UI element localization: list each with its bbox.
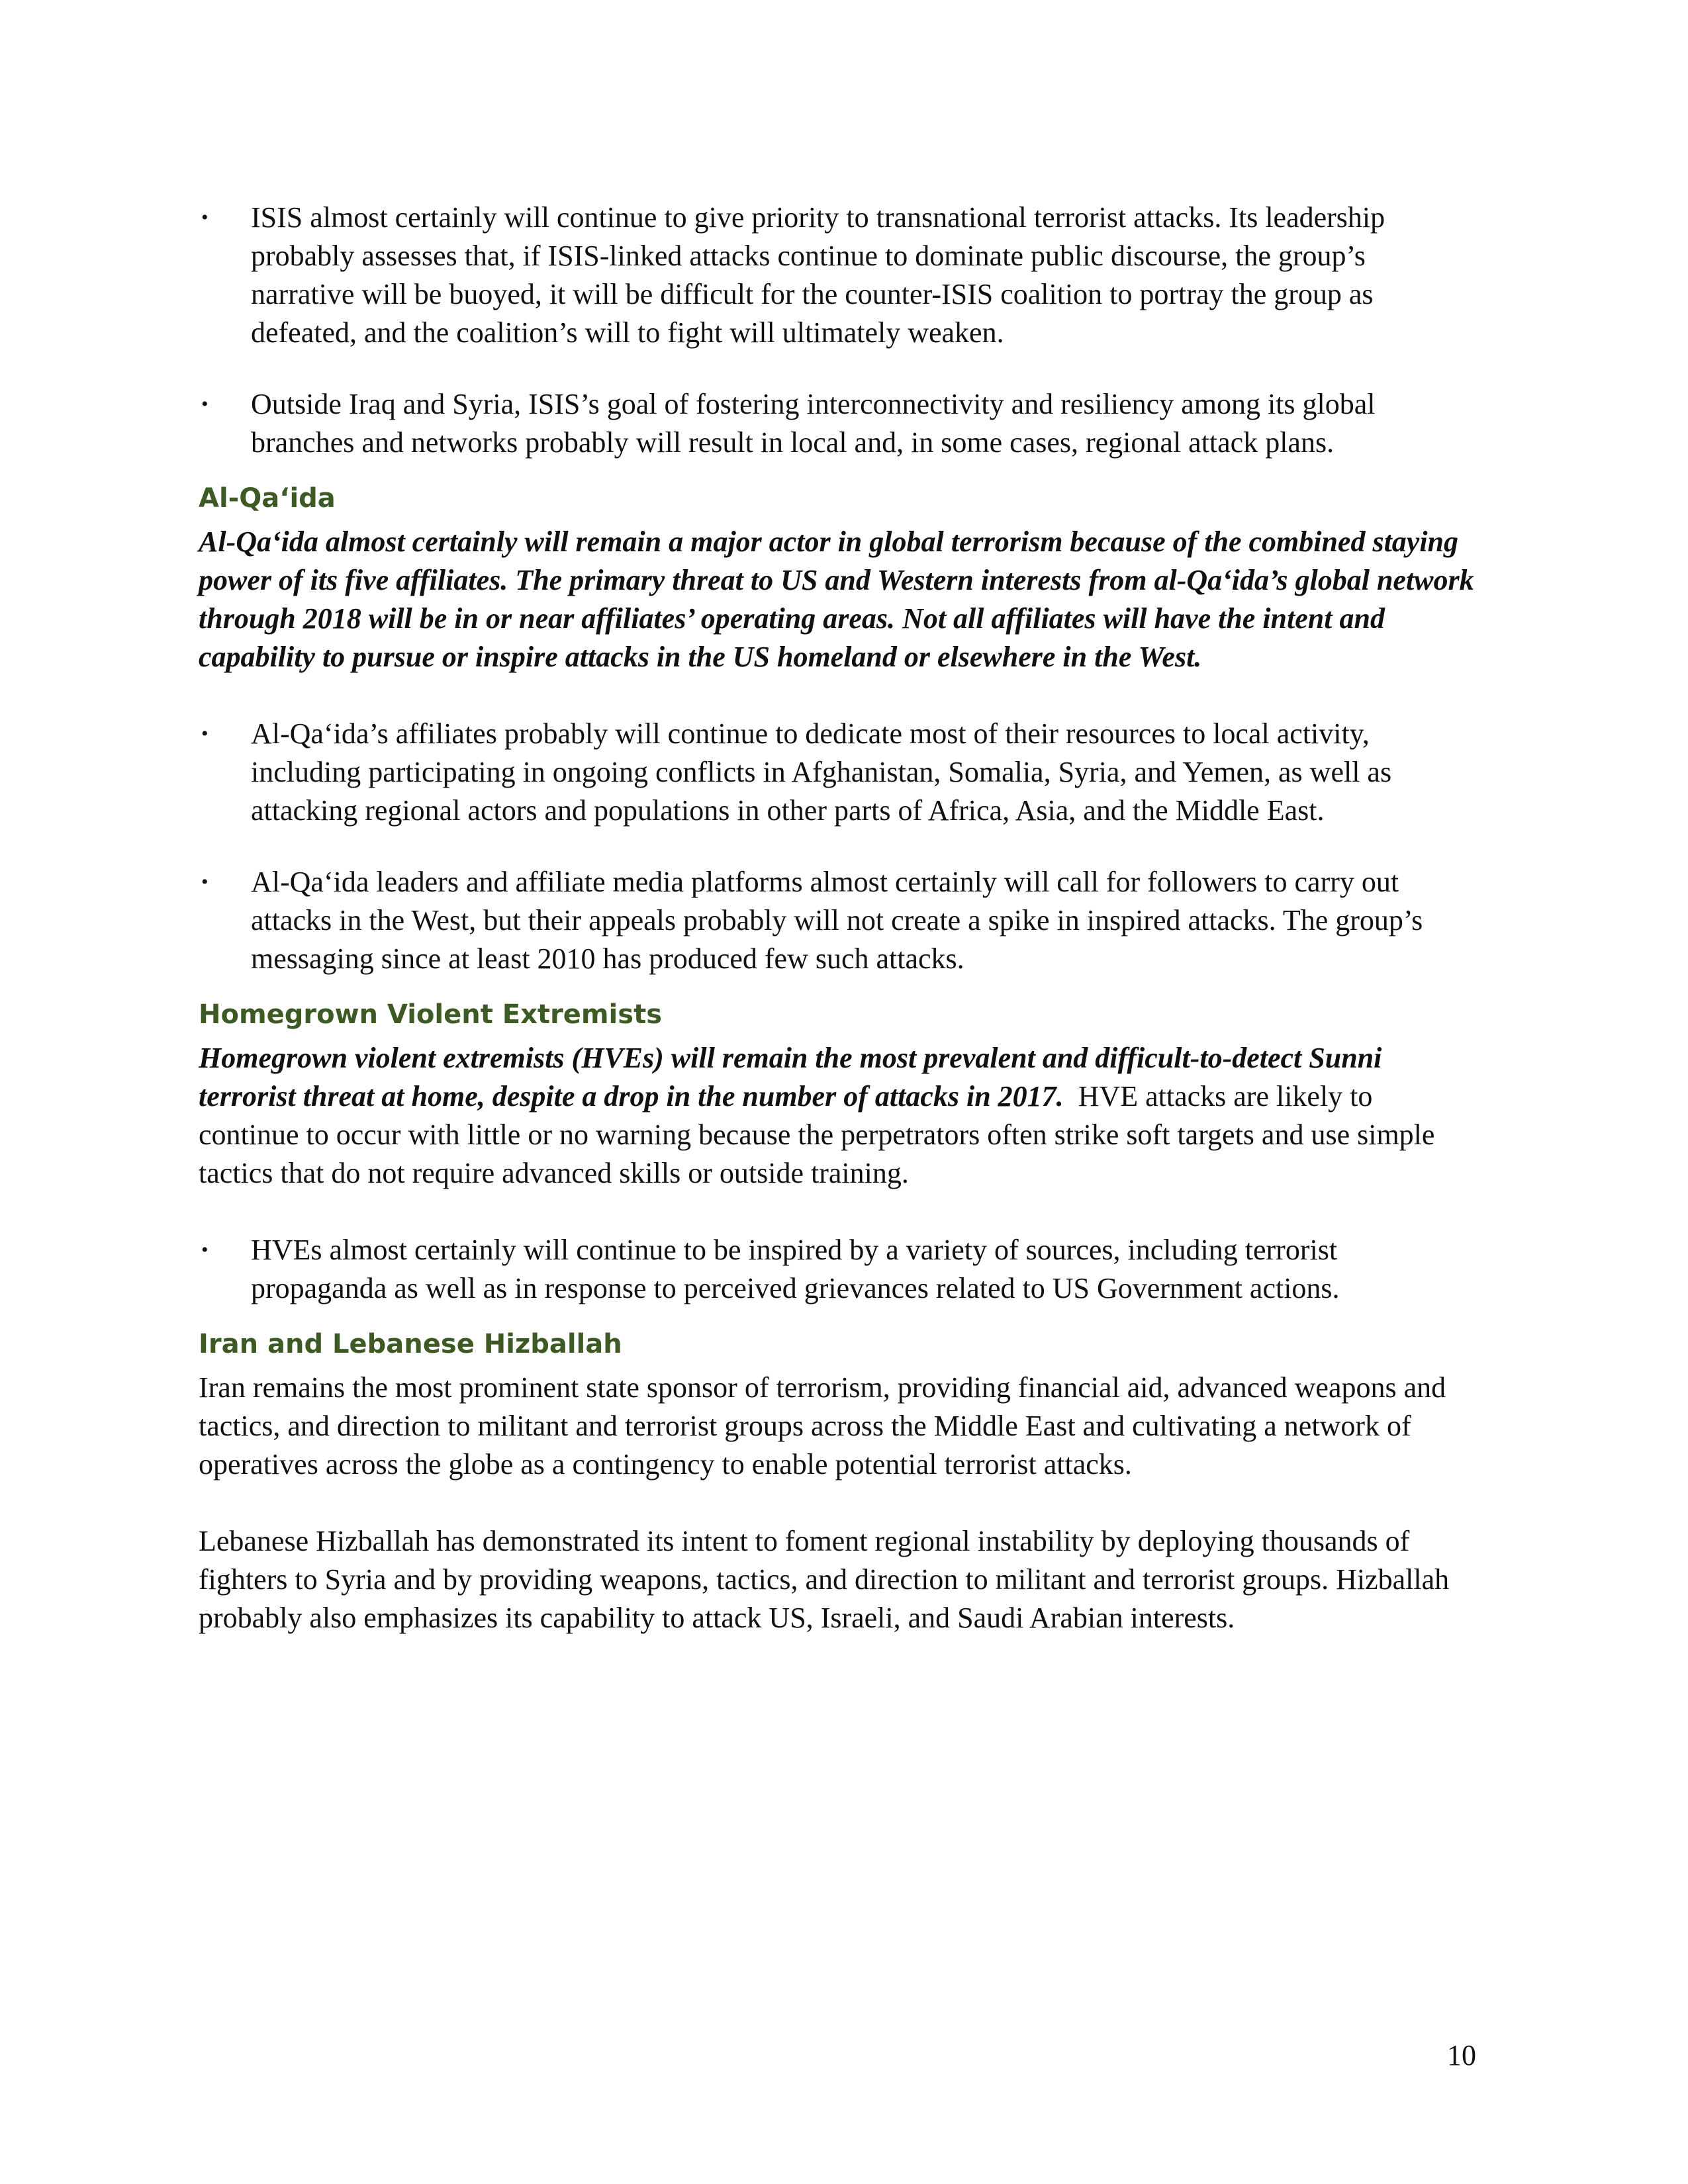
bullet-text: ISIS almost certainly will continue to give priority to transnational terrorist attacks. Its leadership probably assesses that, if ISIS-linked attacks continue to dominate public discourse, the group’s narrative will be buoyed, it will be difficult for the counter-ISIS coalition to portray the group as defeated, and the coalition’s will to fight will ultimately weaken.	[251, 201, 1385, 349]
bullet-item	[199, 199, 1476, 352]
section-heading-alqaida: Al-Qa‘ida	[199, 483, 336, 514]
bullet-item	[199, 1231, 1476, 1308]
bullet-text: Outside Iraq and Syria, ISIS’s goal of fostering interconnectivity and resiliency among its global branches and networks probably will result in local and, in some cases, regional attack plans.	[251, 388, 1376, 459]
page-number: 10	[1447, 2039, 1476, 2071]
bullet-item	[199, 385, 1476, 462]
body-paragraph: Iran remains the most prominent state sponsor of terrorism, providing financial aid, advanced weapons and tactics, and direction to militant and terrorist groups across the Middle East and cultivating a network of operatives across the globe as a contingency to enable potential terrorist attacks.	[199, 1371, 1446, 1480]
bullet-icon: •	[201, 206, 209, 228]
bullet-text: Al-Qa‘ida’s affiliates probably will continue to dedicate most of their resources to local activity, including participating in ongoing conflicts in Afghanistan, Somalia, Syria, and Yemen, as well as attacking regional actors and populations in other parts of Africa, Asia, and the Middle East.	[251, 717, 1392, 827]
section-heading-iran: Iran and Lebanese Hizballah	[199, 1329, 622, 1359]
bullet-icon: •	[201, 1239, 209, 1261]
body-text: HVE attacks are likely to continue to occur with little or no warning because the perpetrators often strike soft targets and use simple tactics that do not require advanced skills or outside training.	[199, 1080, 1442, 1189]
hve-paragraph	[199, 1039, 1476, 1193]
bullet-text: Al-Qa‘ida leaders and affiliate media platforms almost certainly will call for followers to carry out attacks in the West, but their appeals probably will not create a spike in inspired attacks. The group’s messaging since at least 2010 has produced few such attacks.	[251, 866, 1423, 975]
lead-paragraph: Al-Qa‘ida almost certainly will remain a major actor in global terrorism because of the combined staying power of its five affiliates. The primary threat to US and Western interests from al-Qa‘ida’s global network through 2018 will be in or near affiliates’ operating areas. Not all affiliates will have the intent and capability to pursue or inspire attacks in the US homeland or elsewhere in the West.	[199, 525, 1474, 673]
bullet-text: HVEs almost certainly will continue to be inspired by a variety of sources, including terrorist propaganda as well as in response to perceived grievances related to US Government actions.	[251, 1234, 1340, 1304]
document-page	[199, 199, 1476, 1676]
section-heading-hve: Homegrown Violent Extremists	[199, 999, 662, 1030]
lead-text: Homegrown violent extremists (HVEs) will remain the most prevalent and difficult-to-detect Sunni terrorist threat at home, despite a drop in the number of attacks in 2017.	[199, 1042, 1382, 1113]
bullet-item	[199, 715, 1476, 830]
body-paragraph: Lebanese Hizballah has demonstrated its intent to foment regional instability by deploying thousands of fighters to Syria and by providing weapons, tactics, and direction to militant and terrorist groups. Hizballah probably also emphasizes its capability to attack US, Israeli, and Saudi Arabian interests.	[199, 1525, 1450, 1634]
bullet-icon: •	[201, 723, 209, 745]
bullet-icon: •	[201, 871, 209, 893]
bullet-icon: •	[201, 393, 209, 415]
bullet-item	[199, 863, 1476, 978]
